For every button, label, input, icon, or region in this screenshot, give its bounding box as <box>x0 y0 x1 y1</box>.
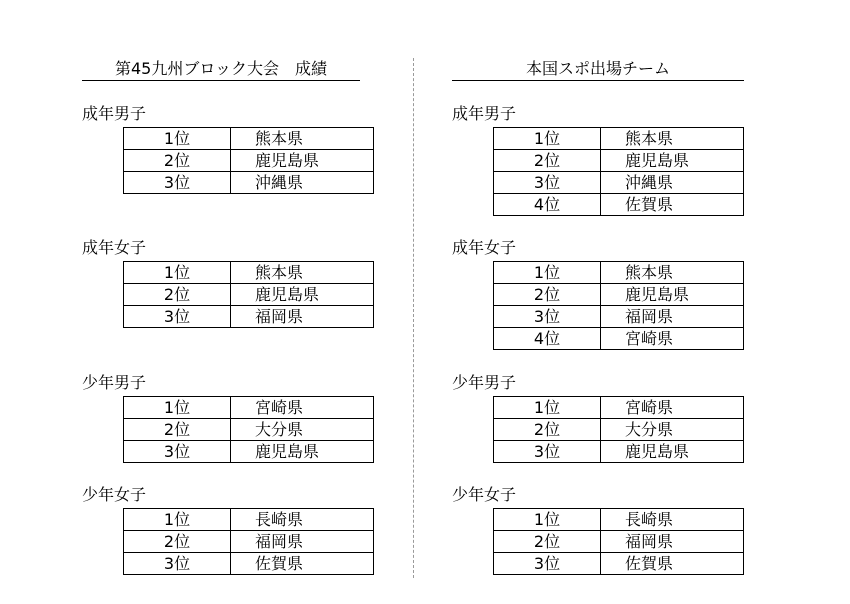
table-row <box>494 306 744 328</box>
table-row <box>124 441 374 463</box>
table-row <box>124 262 374 284</box>
rank-cell: 1位 <box>124 509 231 531</box>
section-youth-men <box>82 372 378 463</box>
section-youth-women <box>82 484 378 575</box>
prefecture-cell: 鹿児島県 <box>231 284 374 306</box>
table-row <box>494 194 744 216</box>
section-adult-women <box>82 237 378 328</box>
rank-cell: 2位 <box>494 419 601 441</box>
table-row <box>494 509 744 531</box>
rank-cell: 3位 <box>124 172 231 194</box>
prefecture-cell: 鹿児島県 <box>231 150 374 172</box>
table-row <box>124 419 374 441</box>
prefecture-cell: 鹿児島県 <box>231 441 374 463</box>
prefecture-cell: 宮崎県 <box>601 328 744 350</box>
table-row <box>494 150 744 172</box>
rank-cell: 2位 <box>124 284 231 306</box>
section-label: 成年女子 <box>452 238 517 257</box>
prefecture-cell: 熊本県 <box>601 128 744 150</box>
table-row <box>494 553 744 575</box>
rank-cell: 3位 <box>494 306 601 328</box>
rank-cell: 4位 <box>494 194 601 216</box>
prefecture-cell: 熊本県 <box>601 262 744 284</box>
prefecture-cell: 佐賀県 <box>231 553 374 575</box>
prefecture-cell: 沖縄県 <box>601 172 744 194</box>
rank-cell: 1位 <box>494 262 601 284</box>
ranking-table <box>493 508 744 575</box>
table-row <box>494 328 744 350</box>
table-row <box>494 419 744 441</box>
ranking-table <box>493 261 744 350</box>
table-row <box>494 128 744 150</box>
table-row <box>494 172 744 194</box>
rank-cell: 1位 <box>494 509 601 531</box>
section-adult-women <box>452 237 748 350</box>
ranking-table <box>123 127 374 194</box>
section-label: 少年男子 <box>452 373 517 392</box>
prefecture-cell: 長崎県 <box>601 509 744 531</box>
prefecture-cell: 福岡県 <box>231 306 374 328</box>
prefecture-cell: 宮崎県 <box>601 397 744 419</box>
ranking-table <box>123 508 374 575</box>
ranking-table <box>493 127 744 216</box>
table-row <box>494 284 744 306</box>
column-divider <box>413 58 414 578</box>
rank-cell: 2位 <box>494 150 601 172</box>
table-row <box>124 306 374 328</box>
ranking-table <box>123 261 374 328</box>
table-row <box>494 531 744 553</box>
rank-cell: 2位 <box>494 531 601 553</box>
table-row <box>124 397 374 419</box>
section-label: 成年女子 <box>82 238 147 257</box>
table-row <box>124 531 374 553</box>
rank-cell: 2位 <box>494 284 601 306</box>
rank-cell: 3位 <box>494 172 601 194</box>
rank-cell: 3位 <box>494 441 601 463</box>
table-row <box>494 441 744 463</box>
table-row <box>124 128 374 150</box>
section-label: 成年男子 <box>82 104 147 123</box>
table-row <box>124 553 374 575</box>
table-row <box>494 397 744 419</box>
section-label: 成年男子 <box>452 104 517 123</box>
prefecture-cell: 長崎県 <box>231 509 374 531</box>
section-youth-men <box>452 372 748 463</box>
rank-cell: 4位 <box>494 328 601 350</box>
table-row <box>124 172 374 194</box>
prefecture-cell: 大分県 <box>231 419 374 441</box>
prefecture-cell: 福岡県 <box>601 531 744 553</box>
prefecture-cell: 宮崎県 <box>231 397 374 419</box>
prefecture-cell: 鹿児島県 <box>601 441 744 463</box>
rank-cell: 2位 <box>124 419 231 441</box>
prefecture-cell: 佐賀県 <box>601 553 744 575</box>
rank-cell: 2位 <box>124 531 231 553</box>
prefecture-cell: 福岡県 <box>601 306 744 328</box>
prefecture-cell: 沖縄県 <box>231 172 374 194</box>
prefecture-cell: 鹿児島県 <box>601 284 744 306</box>
rank-cell: 1位 <box>494 397 601 419</box>
rank-cell: 1位 <box>124 128 231 150</box>
rank-cell: 3位 <box>124 441 231 463</box>
rank-cell: 1位 <box>124 262 231 284</box>
table-row <box>124 150 374 172</box>
section-label: 少年男子 <box>82 373 147 392</box>
prefecture-cell: 福岡県 <box>231 531 374 553</box>
national-teams-title: 本国スポ出場チーム <box>452 58 744 81</box>
table-row <box>494 262 744 284</box>
table-row <box>124 284 374 306</box>
ranking-table <box>123 396 374 463</box>
prefecture-cell: 佐賀県 <box>601 194 744 216</box>
rank-cell: 1位 <box>494 128 601 150</box>
section-label: 少年女子 <box>452 485 517 504</box>
prefecture-cell: 熊本県 <box>231 128 374 150</box>
prefecture-cell: 鹿児島県 <box>601 150 744 172</box>
section-youth-women <box>452 484 748 575</box>
rank-cell: 2位 <box>124 150 231 172</box>
prefecture-cell: 大分県 <box>601 419 744 441</box>
section-adult-men <box>452 103 748 216</box>
rank-cell: 3位 <box>124 553 231 575</box>
rank-cell: 3位 <box>124 306 231 328</box>
results-title: 第45九州ブロック大会 成績 <box>82 58 360 81</box>
section-label: 少年女子 <box>82 485 147 504</box>
rank-cell: 3位 <box>494 553 601 575</box>
rank-cell: 1位 <box>124 397 231 419</box>
table-row <box>124 509 374 531</box>
section-adult-men <box>82 103 378 194</box>
ranking-table <box>493 396 744 463</box>
prefecture-cell: 熊本県 <box>231 262 374 284</box>
